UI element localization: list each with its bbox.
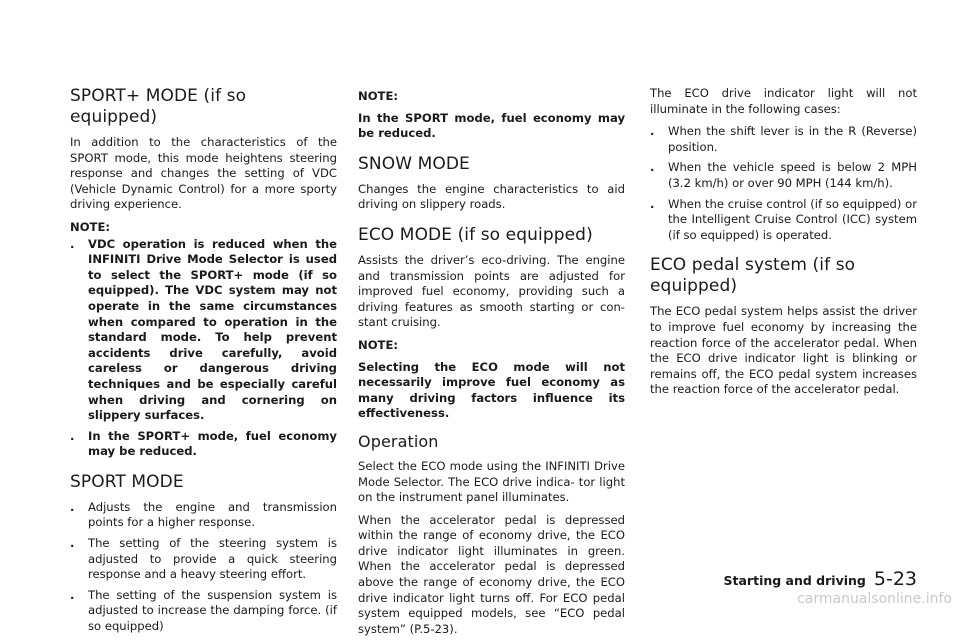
bullet-icon: . [650, 160, 655, 175]
watermark: carmanualsonline.info [797, 591, 952, 607]
footer-section-title: Starting and driving [723, 573, 866, 588]
column-2 [358, 86, 625, 644]
eco-pedal-body: The ECO pedal system helps assist the driver to improve fuel economy by increasing the reaction force of the accelerator pedal. When the ECO drive indicator light is blinking or remains off, the ECO pedal system increases the reaction force of the accelerator pedal. [650, 304, 917, 397]
heading-eco-pedal-system: ECO pedal system (if so equipped) [650, 255, 856, 297]
sport-note-text: In the SPORT mode, fuel economy may be reduced. [358, 110, 625, 141]
list-item: . The setting of the suspension system is adjusted to increase the damping force. (if so equipped) [70, 587, 337, 634]
bullet-icon: . [70, 499, 75, 514]
snow-mode-body: Changes the engine characteristics to aid driving on slippery roads. [358, 181, 625, 212]
list-item: . When the shift lever is in the R (Reverse) position. [650, 124, 917, 154]
sport-plus-body: In addition to the characteristics of the SPORT mode, this mode heightens steering response and changes the setting of VDC (Vehicle Dynamic Control) for a more sporty driving experience. [70, 135, 337, 212]
bullet-icon: . [70, 428, 75, 443]
heading-snow-mode: SNOW MODE [358, 153, 470, 174]
heading-eco-mode: ECO MODE (if so equipped) [358, 224, 593, 245]
heading-sport-mode: SPORT MODE [70, 471, 184, 492]
list-item: . VDC operation is reduced when the INFINITI Drive Mode Selector is used to select the SPORT+ mode (if so equipped). The VDC system may not operate in the same circumstances when compared to operation in the standard mode. To help prevent accidents drive carefully, avoid careless or dangerous driving techniques and be especially careful when driving and cornering on slippery surfaces. [70, 236, 337, 423]
list-item: . The setting of the steering system is adjusted to provide a quick steering response and a heavy steering effort. [70, 536, 337, 582]
sport-plus-note-label: NOTE: [70, 219, 111, 234]
operation-body-1: Select the ECO mode using the INFINITI Drive Mode Selector. The ECO drive indica- tor light on the instrument panel illuminates. [358, 458, 625, 505]
bullet-icon: . [70, 587, 75, 602]
eco-note-text: Selecting the ECO mode will not necessarily improve fuel economy as many driving factors influence its effectiveness. [358, 359, 625, 421]
column-3 [650, 86, 917, 405]
heading-sport-plus-mode: SPORT+ MODE (if so equipped) [70, 86, 247, 127]
page-number: 5-23 [873, 568, 917, 590]
operation-body-2: When the accelerator pedal is depressed within the range of economy drive, the ECO drive indicator light illuminates in green. When the accelerator pedal is depressed above the range of economy drive, the ECO drive indicator light turns off. For ECO pedal system equipped models, see “ECO pedal system” (P.5-23). [358, 512, 625, 636]
list-item: . When the cruise control (if so equipped) or the Intelligent Cruise Control (ICC) system (if so equipped) is operated. [650, 196, 917, 242]
column-1 [70, 86, 337, 641]
list-item: . Adjusts the engine and transmission points for a higher response. [70, 499, 337, 530]
bullet-icon: . [650, 196, 655, 211]
eco-note-label: NOTE: [358, 337, 399, 352]
heading-operation: Operation [358, 431, 439, 451]
bullet-icon: . [650, 124, 655, 139]
eco-mode-body: Assists the driver’s eco-driving. The engine and transmission points are adjusted for improved fuel economy, providing such a driving features as smooth starting or con- stant cruising. [358, 252, 625, 330]
page-footer [724, 568, 917, 590]
list-item: . When the vehicle speed is below 2 MPH (3.2 km/h) or over 90 MPH (144 km/h). [650, 160, 917, 190]
sport-plus-note-list [70, 237, 337, 460]
eco-light-cases-list [650, 124, 917, 243]
eco-light-intro: The ECO drive indicator light will not illuminate in the following cases: [650, 86, 917, 116]
sport-note-label: NOTE: [358, 89, 399, 103]
bullet-icon: . [70, 536, 75, 551]
bullet-icon: . [70, 236, 75, 251]
sport-mode-list [70, 500, 337, 635]
list-item: . In the SPORT+ mode, fuel economy may be reduced. [70, 428, 337, 459]
